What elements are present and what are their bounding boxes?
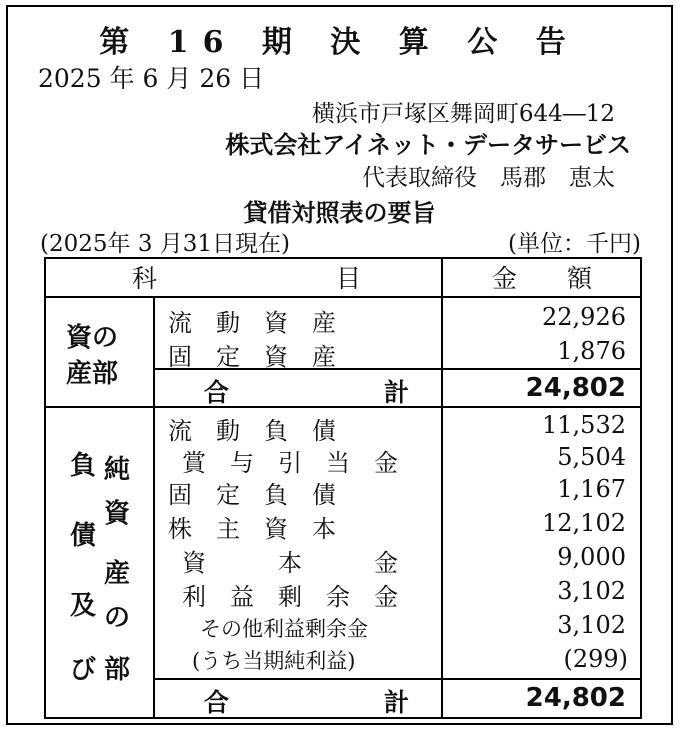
company-address: 横浜市戸塚区舞岡町644―12 (311, 101, 615, 127)
liabilities-label-char: 債 (70, 521, 97, 551)
liability-row-label: 賞 与 引 当 金 (182, 449, 398, 477)
liability-row-value: 11,532 (542, 411, 626, 439)
header-amount: 金 額 (492, 264, 593, 293)
assets-section-label-line1: 資の (66, 323, 119, 353)
asset-row-value: 22,926 (542, 303, 626, 331)
unit-label: (単位：千円) (508, 231, 641, 257)
liabilities-total-label-left: 合 (204, 688, 230, 717)
liabilities-label-char: 部 (104, 655, 131, 685)
assets-total-label-right: 計 (384, 378, 410, 407)
liability-row-value: 12,102 (542, 509, 626, 537)
liabilities-label-char: 純 (104, 455, 131, 485)
liabilities-label-char: 及 (70, 591, 97, 621)
statement-title: 貸借対照表の要旨 (243, 199, 436, 227)
liability-row-label: 利 益 剰 余 金 (182, 583, 398, 611)
liability-row-value: 5,504 (557, 443, 626, 471)
representative: 代表取締役 馬郡 恵太 (362, 165, 615, 191)
liability-row-label: 流 動 負 債 (168, 417, 336, 445)
assets-total-value: 24,802 (525, 373, 626, 403)
notice-date: 2025 年 6 月 26 日 (38, 64, 265, 93)
assets-total-label-left: 合 (204, 378, 230, 407)
liabilities-total-label-right: 計 (384, 688, 410, 717)
liabilities-label-char: 産 (104, 559, 131, 589)
liability-row-label: 固 定 負 債 (168, 481, 336, 509)
asset-row-label: 流 動 資 産 (168, 309, 336, 337)
liability-row-label: その他利益剰余金 (200, 617, 368, 641)
public-notice-frame (6, 5, 673, 725)
balance-sheet-table (44, 257, 642, 719)
liabilities-label-char: 資 (104, 499, 131, 529)
liability-row-label: 資 本 金 (182, 549, 398, 577)
liability-row-label: 株 主 資 本 (168, 515, 336, 543)
company-name: 株式会社アイネット・データサービス (225, 131, 631, 159)
liability-row-value: 3,102 (557, 611, 626, 639)
liabilities-label-char: の (104, 603, 131, 633)
notice-title: 第 16 期 決 算 公 告 (99, 25, 580, 60)
liability-row-value: 3,102 (557, 577, 626, 605)
assets-section-label-line2: 産部 (66, 359, 119, 389)
asset-row-label: 固 定 資 産 (168, 343, 336, 371)
liabilities-label-char: 負 (70, 451, 97, 481)
liabilities-total-value: 24,802 (525, 683, 626, 713)
liability-row-value: 9,000 (557, 543, 626, 571)
header-subject-right: 目 (336, 264, 362, 293)
asset-row-value: 1,876 (557, 337, 626, 365)
liability-row-value: 1,167 (557, 475, 626, 503)
liability-row-value: (299) (563, 645, 628, 673)
liability-row-label: (うち当期純利益) (192, 649, 356, 673)
as-of-date: (2025年 3 月31日現在) (40, 231, 291, 257)
header-subject-left: 科 (132, 264, 158, 293)
liabilities-label-char: び (70, 655, 97, 685)
